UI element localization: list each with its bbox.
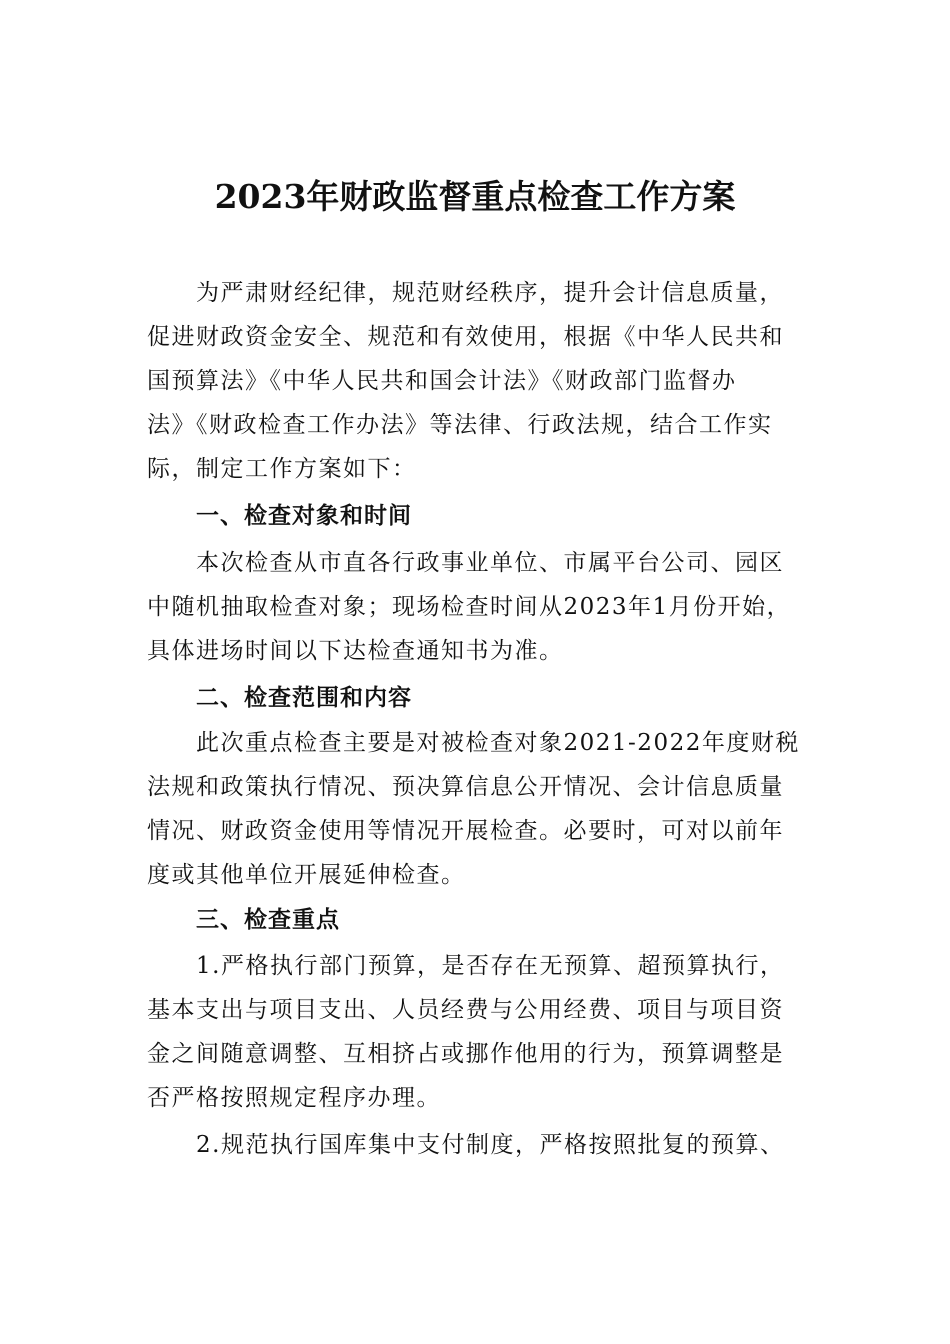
section-heading-key-points: 三、检查重点 bbox=[196, 907, 340, 933]
section2-line: 法规和政策执行情况、预决算信息公开情况、会计信息质量 bbox=[147, 774, 784, 800]
section3-item1-line: 否严格按照规定程序办理。 bbox=[147, 1085, 441, 1111]
section2-line: 此次重点检查主要是对被检查对象2021-2022年度财税 bbox=[196, 730, 800, 756]
section3-item2-line: 2.规范执行国库集中支付制度，严格按照批复的预算、 bbox=[196, 1132, 785, 1158]
intro-line: 国预算法》《中华人民共和国会计法》《财政部门监督办 bbox=[147, 368, 737, 394]
section2-line: 度或其他单位开展延伸检查。 bbox=[147, 862, 466, 888]
intro-line: 促进财政资金安全、规范和有效使用，根据《中华人民共和 bbox=[147, 324, 784, 350]
section3-item1-line: 1.严格执行部门预算，是否存在无预算、超预算执行， bbox=[196, 953, 785, 979]
section3-item1-line: 金之间随意调整、互相挤占或挪作他用的行为，预算调整是 bbox=[147, 1041, 784, 1067]
section2-line: 情况、财政资金使用等情况开展检查。必要时，可对以前年 bbox=[147, 818, 784, 844]
intro-line: 为严肃财经纪律，规范财经秩序，提升会计信息质量， bbox=[196, 280, 784, 306]
section3-item1-line: 基本支出与项目支出、人员经费与公用经费、项目与项目资 bbox=[147, 997, 784, 1023]
section1-line: 具体进场时间以下达检查通知书为准。 bbox=[147, 638, 564, 664]
section1-line: 本次检查从市直各行政事业单位、市属平台公司、园区 bbox=[196, 550, 784, 576]
section-heading-objects-time: 一、检查对象和时间 bbox=[196, 503, 412, 529]
intro-line: 法》《财政检查工作办法》等法律、行政法规，结合工作实 bbox=[147, 412, 773, 438]
section1-line: 中随机抽取检查对象；现场检查时间从2023年1月份开始， bbox=[147, 594, 792, 620]
document-title: 2023年财政监督重点检查工作方案 bbox=[214, 177, 736, 216]
section-heading-scope-content: 二、检查范围和内容 bbox=[196, 685, 412, 711]
intro-line: 际，制定工作方案如下： bbox=[147, 456, 417, 482]
